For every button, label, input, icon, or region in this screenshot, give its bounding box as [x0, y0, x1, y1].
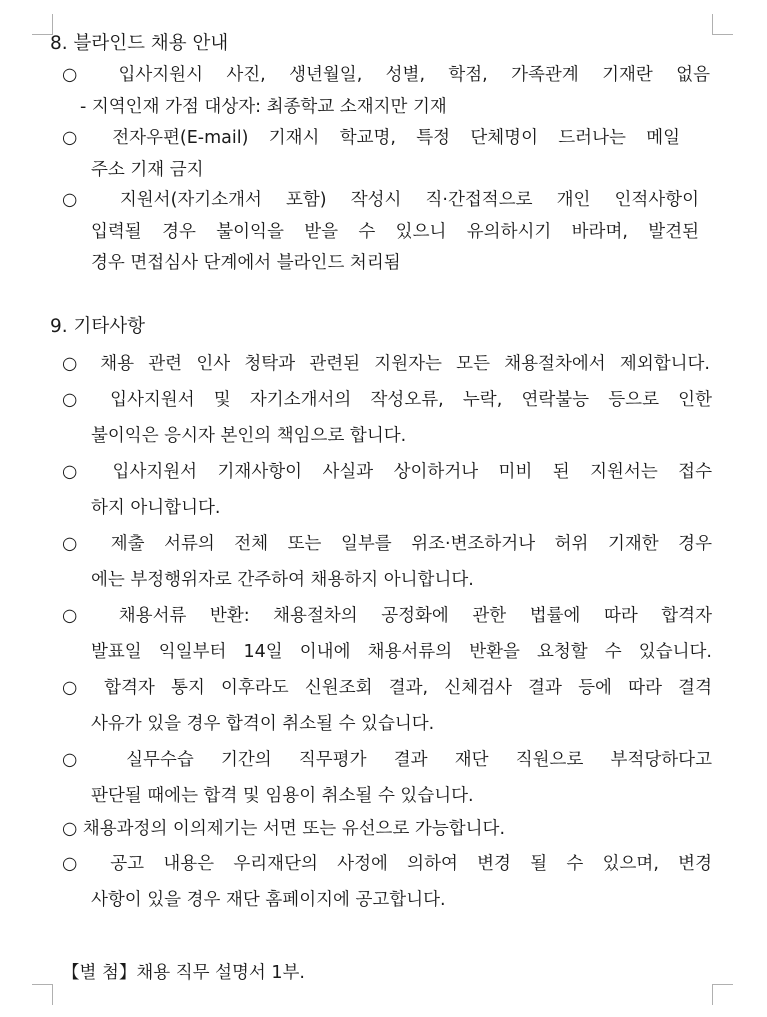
- crop-mark-bottom-left: [32, 984, 53, 1005]
- section-9-item-3: ○ 입사지원서 기재사항이 사실과 상이하거나 미비 된 지원서는 접수: [62, 462, 712, 482]
- section-9-item-4: ○ 제출 서류의 전체 또는 일부를 위조·변조하거나 허위 기재한 경우: [62, 534, 712, 554]
- section-8-item-2-cont: 주소 기재 금지: [91, 160, 204, 180]
- section-8-title: 8. 블라인드 채용 안내: [50, 33, 229, 54]
- section-9-item-8: ○ 채용과정의 이의제기는 서면 또는 유선으로 가능합니다.: [62, 819, 506, 839]
- section-9-item-9-cont: 사항이 있을 경우 재단 홈페이지에 공고합니다.: [91, 890, 446, 910]
- section-9-item-2-cont: 불이익은 응시자 본인의 책임으로 합니다.: [91, 426, 407, 446]
- section-9-item-1: ○ 채용 관련 인사 청탁과 관련된 지원자는 모든 채용절차에서 제외합니다.: [62, 354, 710, 374]
- section-8-item-1: ○ 입사지원시 사진, 생년월일, 성별, 학점, 가족관계 기재란 없음: [62, 65, 710, 85]
- section-9-title: 9. 기타사항: [50, 316, 146, 337]
- section-8-item-3-cont-1: 입력될 경우 불이익을 받을 수 있으니 유의하시기 바라며, 발견된: [91, 222, 699, 242]
- section-9-item-5: ○ 채용서류 반환: 채용절차의 공정화에 관한 법률에 따라 합격자: [62, 606, 712, 626]
- section-9-item-2: ○ 입사지원서 및 자기소개서의 작성오류, 누락, 연락불능 등으로 인한: [62, 390, 712, 410]
- section-8-item-2: ○ 전자우편(E-mail) 기재시 학교명, 특정 단체명이 드러나는 메일: [62, 128, 680, 148]
- section-8-sub-item: - 지역인재 가점 대상자: 최종학교 소재지만 기재: [80, 97, 447, 117]
- section-9-item-4-cont: 에는 부정행위자로 간주하여 채용하지 아니합니다.: [91, 570, 474, 590]
- crop-mark-bottom-right: [712, 984, 733, 1005]
- section-9-item-3-cont: 하지 아니합니다.: [91, 498, 221, 518]
- section-9-item-7-cont: 판단될 때에는 합격 및 임용이 취소될 수 있습니다.: [91, 786, 474, 806]
- section-9-item-7: ○ 실무수습 기간의 직무평가 결과 재단 직원으로 부적당하다고: [62, 750, 712, 770]
- crop-mark-top-right: [712, 14, 733, 35]
- section-8-item-3: ○ 지원서(자기소개서 포함) 작성시 직·간접적으로 개인 인적사항이: [62, 190, 699, 210]
- section-9-item-6: ○ 합격자 통지 이후라도 신원조회 결과, 신체검사 결과 등에 따라 결격: [62, 678, 712, 698]
- section-9-item-6-cont: 사유가 있을 경우 합격이 취소될 수 있습니다.: [91, 714, 435, 734]
- section-9-item-9: ○ 공고 내용은 우리재단의 사정에 의하여 변경 될 수 있으며, 변경: [62, 854, 712, 874]
- attachment-note: 【별 첨】채용 직무 설명서 1부.: [62, 963, 305, 983]
- section-9-item-5-cont: 발표일 익일부터 14일 이내에 채용서류의 반환을 요청할 수 있습니다.: [91, 642, 712, 662]
- section-8-item-3-cont-2: 경우 면접심사 단계에서 블라인드 처리됨: [91, 253, 401, 273]
